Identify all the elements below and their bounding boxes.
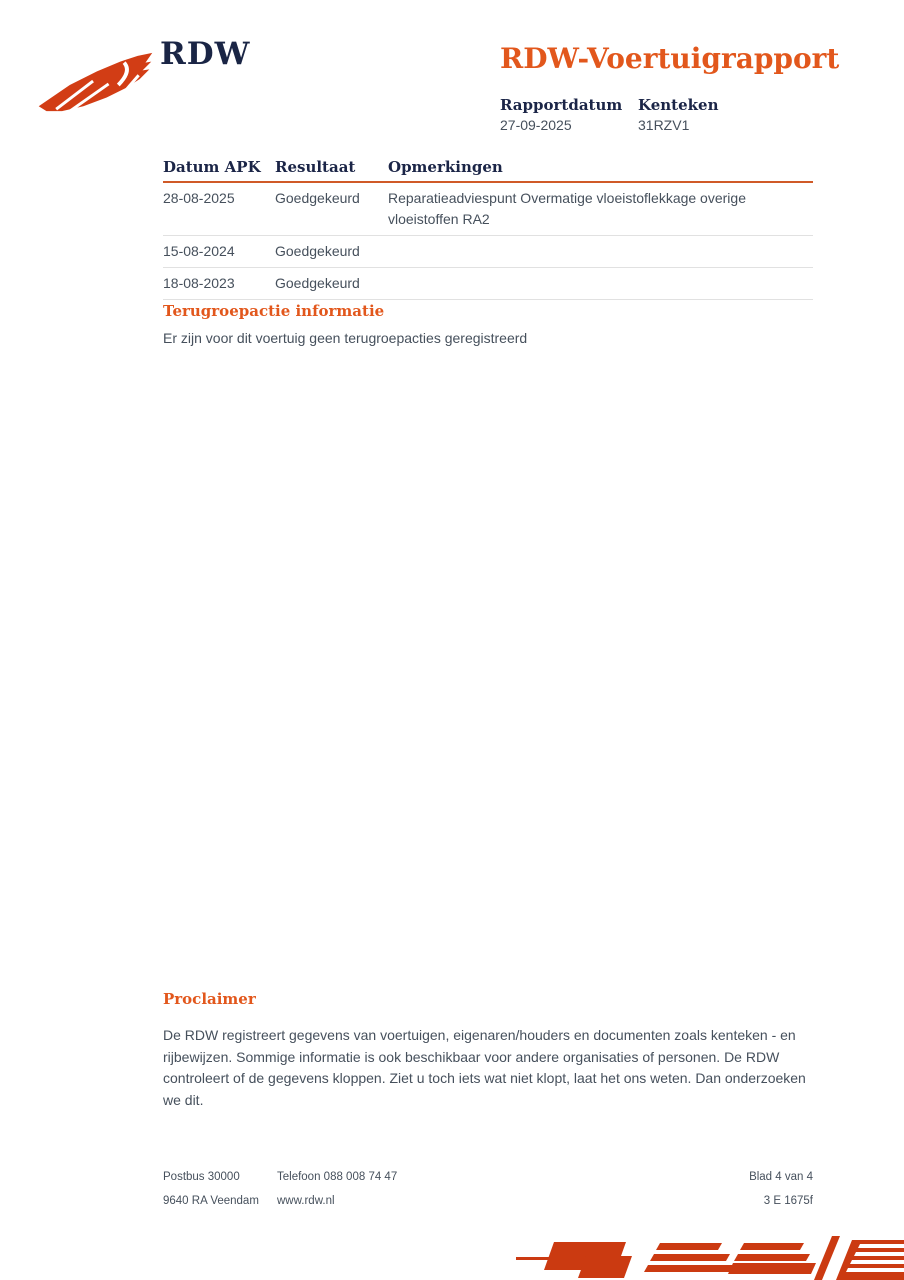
page-title: RDW-Voertuigrapport [500, 42, 840, 75]
terugroepactie-body: Er zijn voor dit voertuig geen terugroepacties geregistreerd [163, 330, 528, 346]
rapportdatum-label: Rapportdatum [500, 96, 623, 114]
speed-stripes-graphic [514, 1234, 904, 1280]
cell-opmerkingen [388, 236, 813, 267]
column-header-datum-apk: Datum APK [163, 158, 261, 176]
table-row [163, 183, 813, 236]
table-row [163, 268, 813, 300]
footer-page-indicator: Blad 4 van 4 [749, 1171, 813, 1183]
terugroepactie-section [163, 302, 813, 350]
table-row [163, 236, 813, 268]
kenteken-value: 31RZV1 [638, 117, 690, 133]
cell-datum: 15-08-2024 [163, 243, 235, 259]
proclaimer-body: De RDW registreert gegevens van voertuigen, eigenaren/houders en documenten zoals kenteken - en rijbewijzen. Sommige informatie is ook beschikbaar voor andere organisaties of personen. De RDW controleert of de gegevens kloppen. Ziet u toch iets wat niet klopt, laat het ons weten. Dan onderzoeken we dit. [163, 1027, 806, 1108]
footer-website: www.rdw.nl [277, 1195, 335, 1207]
terugroepactie-title: Terugroepactie informatie [163, 302, 385, 320]
cell-datum: 18-08-2023 [163, 275, 235, 291]
apk-table [163, 158, 813, 300]
proclaimer-title: Proclaimer [163, 990, 256, 1008]
footer-phone: Telefoon 088 008 74 47 [277, 1171, 398, 1183]
footer-city: 9640 RA Veendam [163, 1195, 259, 1207]
kenteken-label: Kenteken [638, 96, 719, 114]
column-header-opmerkingen: Opmerkingen [388, 158, 503, 176]
cell-opmerkingen: Reparatieadviespunt Overmatige vloeistoflekkage overige vloeistoffen RA2 [388, 190, 746, 227]
footer-form-code: 3 E 1675f [763, 1195, 813, 1207]
rapportdatum-value: 27-09-2025 [500, 117, 572, 133]
page-footer [163, 1171, 813, 1215]
cell-resultaat: Goedgekeurd [275, 243, 360, 259]
column-header-resultaat: Resultaat [275, 158, 356, 176]
cell-resultaat: Goedgekeurd [275, 190, 360, 206]
proclaimer-section [163, 990, 813, 1111]
rdw-logo-text: RDW [160, 36, 251, 72]
rdw-feather-logo [36, 50, 154, 116]
footer-postbus: Postbus 30000 [163, 1171, 240, 1183]
cell-datum: 28-08-2025 [163, 190, 235, 206]
apk-table-header-row [163, 158, 813, 183]
cell-opmerkingen [388, 268, 813, 299]
cell-resultaat: Goedgekeurd [275, 275, 360, 291]
